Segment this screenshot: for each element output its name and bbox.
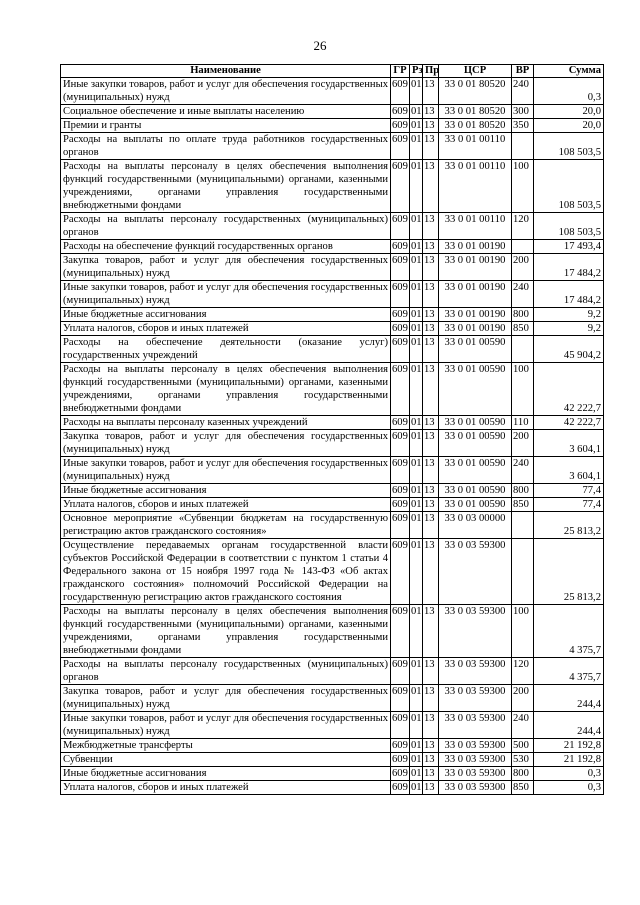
header-pr: Пр	[423, 65, 439, 78]
row-csr: 33 0 01 00590	[439, 457, 512, 484]
row-csr: 33 0 01 00590	[439, 336, 512, 363]
table-row	[61, 160, 604, 213]
row-csr: 33 0 01 00590	[439, 416, 512, 430]
row-pr: 13	[423, 308, 439, 322]
row-rz: 01	[411, 782, 422, 793]
row-sum: 108 503,5	[534, 133, 604, 160]
row-vr: 850	[512, 322, 534, 336]
row-vr: 100	[512, 605, 534, 658]
row-rz: 01	[410, 457, 423, 484]
row-pr: 13	[423, 281, 439, 308]
row-rz: 01	[410, 539, 423, 605]
row-sum: 17 493,4	[534, 240, 604, 254]
row-pr: 13	[423, 213, 439, 240]
table-row	[61, 658, 604, 685]
row-vr: 800	[512, 767, 534, 781]
row-csr: 33 0 01 00590	[439, 430, 512, 457]
row-name: Иные бюджетные ассигнования	[61, 767, 391, 781]
row-gr: 609	[391, 363, 410, 416]
row-sum: 45 904,2	[534, 336, 604, 363]
row-rz: 01	[410, 712, 423, 739]
table-body	[61, 78, 604, 795]
row-vr: 800	[512, 484, 534, 498]
row-name: Социальное обеспечение и иные выплаты населению	[61, 105, 391, 119]
row-rz: 01	[410, 78, 423, 105]
row-csr: 33 0 01 00590	[439, 498, 512, 512]
row-csr: 33 0 03 59300	[439, 605, 512, 658]
row-gr: 609	[391, 512, 410, 539]
row-rz: 01	[411, 241, 422, 252]
row-sum: 21 192,8	[534, 753, 604, 767]
row-gr: 609	[392, 120, 408, 131]
row-sum: 3 604,1	[534, 457, 604, 484]
header-vr: ВР	[512, 65, 534, 78]
row-name: Расходы на выплаты персоналу в целях обеспечения выполнения функций государственными (муниципальными) органами, казенными учреждениями, органами управления государственными внебюджетными фондами	[61, 363, 391, 416]
table-header-row	[61, 65, 604, 78]
row-rz: 01	[410, 685, 423, 712]
row-gr: 609	[391, 281, 410, 308]
row-csr: 33 0 03 59300	[439, 753, 512, 767]
row-name: Уплата налогов, сборов и иных платежей	[61, 781, 391, 795]
row-gr: 609	[391, 336, 410, 363]
row-sum: 4 375,7	[534, 605, 604, 658]
row-csr: 33 0 03 00000	[439, 512, 512, 539]
row-rz: 01	[411, 485, 422, 496]
table-row	[61, 539, 604, 605]
table-row	[61, 767, 604, 781]
table-row	[61, 322, 604, 336]
table-row	[61, 457, 604, 484]
row-sum: 3 604,1	[534, 430, 604, 457]
table-row	[61, 430, 604, 457]
budget-table	[60, 64, 604, 795]
row-name: Субвенции	[61, 753, 391, 767]
row-csr: 33 0 03 59300	[439, 685, 512, 712]
row-sum: 244,4	[534, 712, 604, 739]
row-pr: 13	[423, 767, 439, 781]
row-pr: 13	[423, 133, 439, 160]
row-sum: 108 503,5	[534, 160, 604, 213]
row-name: Иные закупки товаров, работ и услуг для обеспечения государственных (муниципальных) нужд	[61, 712, 391, 739]
row-gr: 609	[391, 213, 410, 240]
row-gr: 609	[392, 768, 408, 779]
row-rz: 01	[411, 499, 422, 510]
row-rz: 01	[410, 281, 423, 308]
row-vr	[512, 512, 534, 539]
row-pr: 13	[423, 363, 439, 416]
row-pr: 13	[423, 105, 439, 119]
row-csr: 33 0 01 00110	[439, 213, 512, 240]
row-sum: 108 503,5	[534, 213, 604, 240]
table-row	[61, 712, 604, 739]
row-gr: 609	[391, 539, 410, 605]
row-vr: 200	[512, 430, 534, 457]
row-gr: 609	[392, 499, 408, 510]
table-row	[61, 281, 604, 308]
row-csr: 33 0 03 59300	[439, 767, 512, 781]
row-name: Иные закупки товаров, работ и услуг для обеспечения государственных (муниципальных) нужд	[61, 78, 391, 105]
row-pr: 13	[423, 685, 439, 712]
row-gr: 609	[392, 754, 408, 765]
row-rz: 01	[411, 754, 422, 765]
row-sum: 4 375,7	[534, 658, 604, 685]
row-vr: 100	[512, 363, 534, 416]
row-name: Иные бюджетные ассигнования	[61, 308, 391, 322]
row-rz: 01	[410, 133, 423, 160]
row-csr: 33 0 01 00190	[439, 281, 512, 308]
table-row	[61, 753, 604, 767]
row-csr: 33 0 01 00110	[439, 160, 512, 213]
row-gr: 609	[392, 417, 408, 428]
table-row	[61, 363, 604, 416]
row-rz: 01	[410, 512, 423, 539]
row-vr: 500	[512, 739, 534, 753]
row-vr	[512, 133, 534, 160]
row-pr: 13	[423, 457, 439, 484]
row-rz: 01	[410, 658, 423, 685]
row-vr	[512, 336, 534, 363]
row-gr: 609	[391, 160, 410, 213]
table-row	[61, 416, 604, 430]
row-name: Расходы на выплаты персоналу в целях обеспечения выполнения функций государственными (муниципальными) органами, казенными учреждениями, органами управления государственными внебюджетными фондами	[61, 605, 391, 658]
table-row	[61, 512, 604, 539]
row-rz: 01	[410, 605, 423, 658]
header-sum: Сумма	[534, 65, 604, 78]
row-sum: 20,0	[534, 119, 604, 133]
table-row	[61, 78, 604, 105]
row-sum: 25 813,2	[534, 512, 604, 539]
row-vr: 850	[512, 498, 534, 512]
row-pr: 13	[423, 658, 439, 685]
row-csr: 33 0 01 00590	[439, 363, 512, 416]
row-pr: 13	[423, 484, 439, 498]
row-sum: 17 484,2	[534, 254, 604, 281]
row-rz: 01	[411, 120, 422, 131]
row-gr: 609	[391, 133, 410, 160]
row-name: Межбюджетные трансферты	[61, 739, 391, 753]
row-vr: 240	[512, 457, 534, 484]
row-sum: 42 222,7	[534, 363, 604, 416]
row-csr: 33 0 01 80520	[439, 105, 512, 119]
table-row	[61, 605, 604, 658]
row-sum: 25 813,2	[534, 539, 604, 605]
row-rz: 01	[411, 768, 422, 779]
row-csr: 33 0 01 00190	[439, 240, 512, 254]
row-csr: 33 0 03 59300	[439, 712, 512, 739]
row-pr: 13	[423, 336, 439, 363]
row-csr: 33 0 01 80520	[439, 78, 512, 105]
row-gr: 609	[392, 241, 408, 252]
header-rz: Рз	[410, 65, 423, 78]
row-name: Расходы на выплаты персоналу казенных учреждений	[61, 416, 391, 430]
row-gr: 609	[391, 254, 410, 281]
row-rz: 01	[411, 417, 422, 428]
row-name: Расходы на выплаты персоналу государственных (муниципальных) органов	[61, 658, 391, 685]
row-gr: 609	[391, 457, 410, 484]
table-row	[61, 336, 604, 363]
row-pr: 13	[423, 240, 439, 254]
row-pr: 13	[423, 605, 439, 658]
row-sum: 42 222,7	[534, 416, 604, 430]
row-rz: 01	[411, 323, 422, 334]
row-name: Иные закупки товаров, работ и услуг для обеспечения государственных (муниципальных) нужд	[61, 281, 391, 308]
table-row	[61, 133, 604, 160]
row-rz: 01	[410, 213, 423, 240]
row-vr: 120	[512, 658, 534, 685]
table-row	[61, 781, 604, 795]
row-vr: 240	[512, 712, 534, 739]
row-vr	[512, 240, 534, 254]
header-name: Наименование	[61, 65, 391, 78]
row-sum: 21 192,8	[534, 739, 604, 753]
row-csr: 33 0 03 59300	[439, 658, 512, 685]
row-rz: 01	[411, 740, 422, 751]
row-vr: 100	[512, 160, 534, 213]
row-gr: 609	[392, 782, 408, 793]
row-rz: 01	[410, 430, 423, 457]
row-name: Расходы на выплаты персоналу в целях обеспечения выполнения функций государственными (муниципальными) органами, казенными учреждениями, органами управления государственными внебюджетными фондами	[61, 160, 391, 213]
row-vr: 800	[512, 308, 534, 322]
row-pr: 13	[423, 739, 439, 753]
row-name: Закупка товаров, работ и услуг для обеспечения государственных (муниципальных) нужд	[61, 254, 391, 281]
row-name: Иные бюджетные ассигнования	[61, 484, 391, 498]
row-pr: 13	[423, 416, 439, 430]
row-gr: 609	[391, 712, 410, 739]
row-rz: 01	[411, 309, 422, 320]
row-gr: 609	[391, 78, 410, 105]
row-pr: 13	[423, 254, 439, 281]
row-gr: 609	[391, 685, 410, 712]
row-csr: 33 0 01 80520	[439, 119, 512, 133]
row-name: Расходы на обеспечение функций государственных органов	[61, 240, 391, 254]
page-number: 26	[313, 38, 327, 53]
table-row	[61, 498, 604, 512]
row-gr: 609	[392, 309, 408, 320]
row-vr: 530	[512, 753, 534, 767]
row-csr: 33 0 01 00190	[439, 308, 512, 322]
row-name: Уплата налогов, сборов и иных платежей	[61, 498, 391, 512]
row-sum: 17 484,2	[534, 281, 604, 308]
row-pr: 13	[423, 322, 439, 336]
row-vr: 110	[512, 416, 534, 430]
row-csr: 33 0 03 59300	[439, 781, 512, 795]
row-vr: 200	[512, 254, 534, 281]
table-row	[61, 119, 604, 133]
row-pr: 13	[423, 753, 439, 767]
header-csr: ЦСР	[439, 65, 512, 78]
row-sum: 244,4	[534, 685, 604, 712]
row-name: Закупка товаров, работ и услуг для обеспечения государственных (муниципальных) нужд	[61, 685, 391, 712]
row-sum: 0,3	[534, 781, 604, 795]
row-name: Расходы на выплаты по оплате труда работников государственных органов	[61, 133, 391, 160]
row-sum: 0,3	[534, 767, 604, 781]
row-vr	[512, 539, 534, 605]
row-sum: 77,4	[534, 484, 604, 498]
row-gr: 609	[391, 605, 410, 658]
row-name: Уплата налогов, сборов и иных платежей	[61, 322, 391, 336]
row-vr: 850	[512, 781, 534, 795]
row-pr: 13	[423, 430, 439, 457]
table-row	[61, 105, 604, 119]
row-rz: 01	[410, 254, 423, 281]
row-vr: 240	[512, 281, 534, 308]
row-sum: 9,2	[534, 322, 604, 336]
row-pr: 13	[423, 512, 439, 539]
row-csr: 33 0 03 59300	[439, 539, 512, 605]
row-gr: 609	[392, 323, 408, 334]
table-row	[61, 739, 604, 753]
table-row	[61, 484, 604, 498]
row-name: Премии и гранты	[61, 119, 391, 133]
row-csr: 33 0 03 59300	[439, 739, 512, 753]
row-name: Закупка товаров, работ и услуг для обеспечения государственных (муниципальных) нужд	[61, 430, 391, 457]
header-gr: ГР	[391, 65, 410, 78]
row-gr: 609	[392, 485, 408, 496]
row-name: Осуществление передаваемых органам государственной власти субъектов Российской Федерации в соответствии с пунктом 1 статьи 4 Федерального закона от 15 ноября 1997 года № 143-ФЗ «Об актах гражданского состояния» полномочий Российской Федерации на государственную регистрацию актов гражданского состояния	[61, 539, 391, 605]
row-gr: 609	[392, 106, 408, 117]
row-csr: 33 0 01 00110	[439, 133, 512, 160]
row-sum: 20,0	[534, 105, 604, 119]
row-name: Расходы на выплаты персоналу государственных (муниципальных) органов	[61, 213, 391, 240]
table-row	[61, 213, 604, 240]
row-rz: 01	[411, 106, 422, 117]
row-rz: 01	[410, 336, 423, 363]
row-sum: 9,2	[534, 308, 604, 322]
row-pr: 13	[423, 498, 439, 512]
row-pr: 13	[423, 160, 439, 213]
table-row	[61, 254, 604, 281]
row-gr: 609	[392, 740, 408, 751]
table-row	[61, 685, 604, 712]
row-vr: 240	[512, 78, 534, 105]
row-pr: 13	[423, 119, 439, 133]
row-vr: 120	[512, 213, 534, 240]
row-name: Расходы на обеспечение деятельности (оказание услуг) государственных учреждений	[61, 336, 391, 363]
row-name: Основное мероприятие «Субвенции бюджетам на государственную регистрацию актов гражданского состояния»	[61, 512, 391, 539]
row-csr: 33 0 01 00190	[439, 254, 512, 281]
row-csr: 33 0 01 00190	[439, 322, 512, 336]
row-csr: 33 0 01 00590	[439, 484, 512, 498]
row-gr: 609	[391, 658, 410, 685]
row-rz: 01	[410, 363, 423, 416]
row-rz: 01	[410, 160, 423, 213]
row-sum: 77,4	[534, 498, 604, 512]
row-vr: 200	[512, 685, 534, 712]
row-vr: 350	[512, 119, 534, 133]
row-vr: 300	[512, 105, 534, 119]
row-pr: 13	[423, 781, 439, 795]
row-pr: 13	[423, 78, 439, 105]
row-pr: 13	[423, 539, 439, 605]
table-row	[61, 308, 604, 322]
row-gr: 609	[391, 430, 410, 457]
table-row	[61, 240, 604, 254]
row-pr: 13	[423, 712, 439, 739]
row-sum: 0,3	[534, 78, 604, 105]
row-name: Иные закупки товаров, работ и услуг для обеспечения государственных (муниципальных) нужд	[61, 457, 391, 484]
